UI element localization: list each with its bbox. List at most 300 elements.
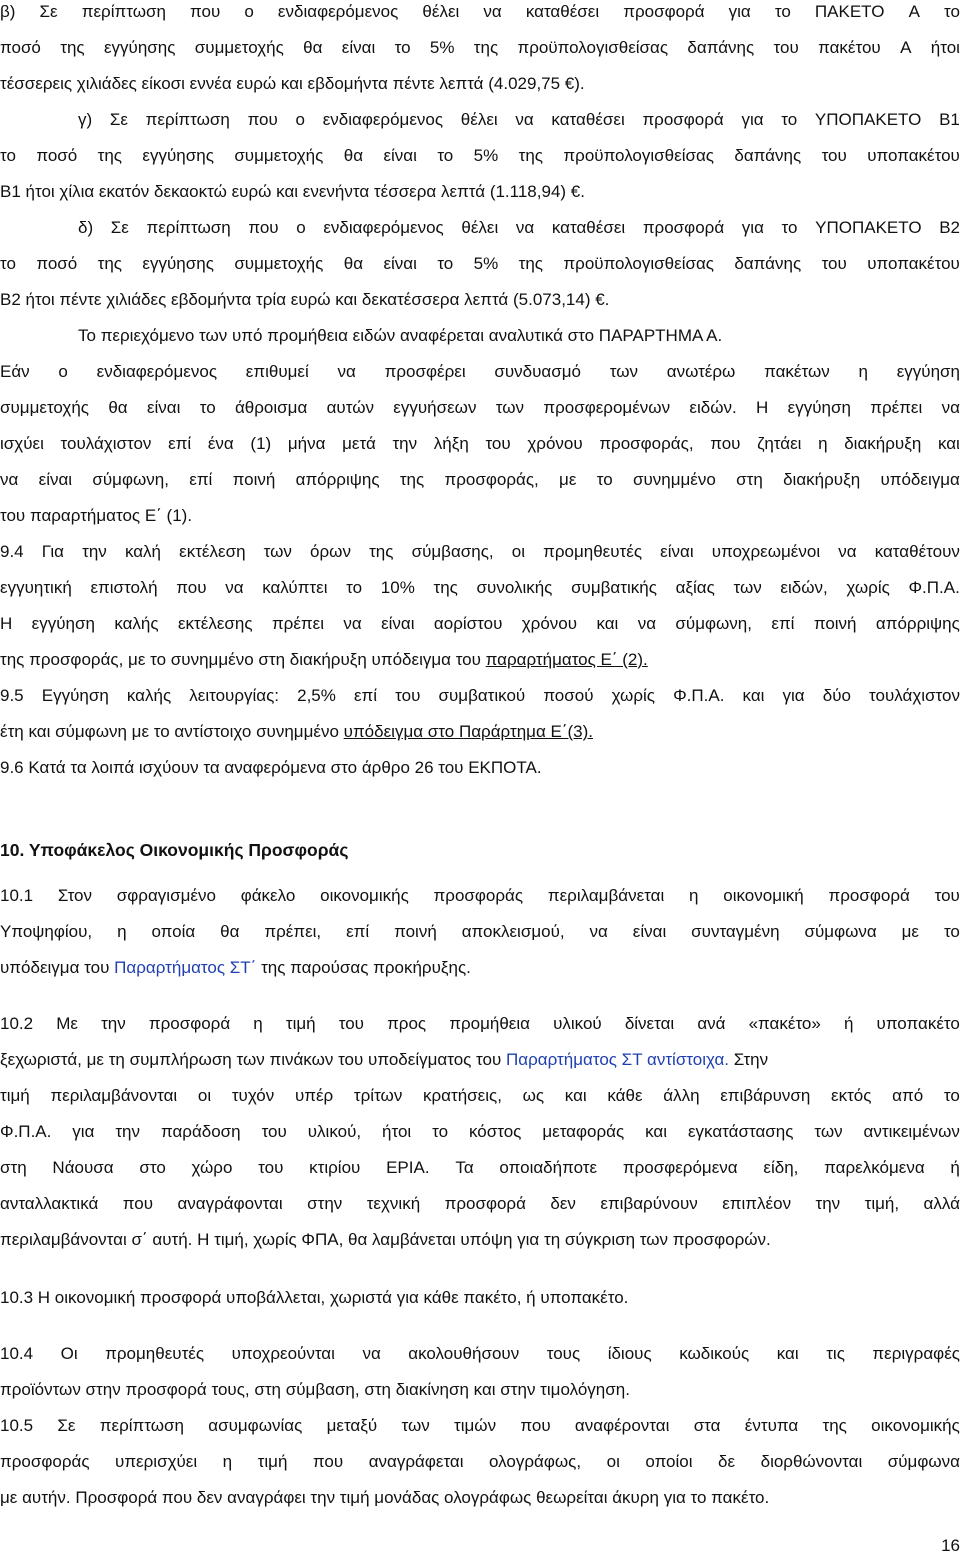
word: δαπάνης [687, 38, 755, 57]
word: ανά [697, 1014, 726, 1033]
word: της [473, 38, 499, 57]
word: το [781, 110, 798, 129]
word: εκτός [831, 1086, 872, 1105]
word: να [343, 614, 362, 633]
word: ή [843, 1014, 854, 1033]
word: προϋπολογισθείσας [517, 38, 669, 57]
word: των [814, 1122, 843, 1141]
word: του [934, 886, 960, 905]
word: οποίοι [645, 1452, 693, 1471]
word: υποπακέτου [867, 146, 960, 165]
word: αορίστου [433, 614, 503, 633]
word: σύμβασης, [411, 542, 494, 561]
word: για [72, 1122, 95, 1141]
section-10-2-line: περιλαμβάνονται σ΄ αυτή. Η τιμή, χωρίς ΦΠΑ, θα λαμβάνεται υπόψη για τη σύγκριση των προσφορών. [0, 1230, 771, 1249]
word: πακέτου [818, 38, 881, 57]
word: Εάν [0, 362, 30, 381]
word: απόρριψης [295, 470, 380, 489]
word: εκτέλεση [179, 542, 246, 561]
word: ίδιους [607, 1344, 652, 1363]
word: υπερισχύει [115, 1452, 198, 1471]
word: η [689, 886, 699, 905]
section-10-2-line [0, 1050, 960, 1072]
word: εγγύηση [787, 398, 851, 417]
section-10-1-line [0, 886, 960, 908]
word: πρέπει, [264, 922, 322, 941]
word: θα [220, 922, 240, 941]
word: στην [307, 1194, 343, 1213]
word: οικονομική [723, 886, 804, 905]
word: λήξη [433, 434, 469, 453]
word: ή [950, 1158, 960, 1177]
word: προσφορά [148, 1014, 231, 1033]
word: είναι [341, 38, 376, 57]
word: του [821, 254, 847, 273]
word: χωρίς [846, 578, 890, 597]
word: Α [908, 2, 920, 21]
word: είναι [38, 470, 73, 489]
word: το [437, 146, 454, 165]
section-9-4-line [0, 650, 960, 672]
word: των [609, 362, 638, 381]
word: σύμφωνη, [675, 614, 752, 633]
word: να [337, 362, 356, 381]
word: αναφέρονται [574, 1416, 670, 1435]
word: τιμή [257, 1452, 288, 1471]
word: να [838, 542, 857, 561]
word: προσφορά [642, 218, 725, 237]
word: περιγραφές [872, 1344, 960, 1363]
word: προσφορά [828, 886, 910, 905]
word: σύμφωνη, [92, 470, 169, 489]
word: υποχρεούνται [231, 1344, 335, 1363]
word: έντυπα [744, 1416, 799, 1435]
word: προσφοράς, [599, 434, 694, 453]
word: προσφορά [623, 2, 705, 21]
word: Τα [455, 1158, 474, 1177]
word: 10.2 [0, 1014, 34, 1033]
word: καλής [114, 614, 159, 633]
word: το [943, 1086, 960, 1105]
word: τουλάχιστον [60, 434, 152, 453]
word: το [774, 2, 791, 21]
word: διορθώνονται [760, 1452, 863, 1471]
word: απόρριψης [875, 614, 960, 633]
word: το [432, 1122, 449, 1141]
word: προσφορά [642, 110, 724, 129]
word: επιθυμεί [245, 362, 309, 381]
word: ειδών, [780, 578, 828, 597]
word: άλλη [663, 1086, 700, 1105]
word: συνδυασμό [494, 362, 581, 381]
word: είναι [381, 614, 415, 633]
word: ενδιαφερόμενος [96, 362, 218, 381]
word: δε [718, 1452, 736, 1471]
word: της [822, 1416, 847, 1435]
section-10-1-line [0, 958, 960, 980]
section-9-4-line [0, 578, 960, 600]
word: ποινή [394, 922, 437, 941]
word: 9.5 [0, 686, 24, 705]
section-9-5-text: έτη και σύμφωνη με το αντίστοιχο συνημμένο [0, 722, 344, 741]
word: ήτοι [930, 38, 960, 57]
word: υλικού [553, 1014, 602, 1033]
word: εγκατάστασης [687, 1122, 794, 1141]
word: 5% [429, 38, 455, 57]
word: να [225, 578, 244, 597]
word: ποινή [232, 470, 276, 489]
word: 5% [473, 254, 499, 273]
word: να [483, 2, 502, 21]
word: περιλαμβάνεται [547, 886, 665, 905]
word: την [115, 1122, 141, 1141]
word: δίνεται [624, 1014, 675, 1033]
word: στα [693, 1416, 721, 1435]
word: καταθέσει [525, 2, 600, 21]
word: υπέρ [294, 1086, 334, 1105]
word: χρόνου [521, 614, 578, 633]
para-b-line [0, 2, 960, 24]
word: 10.1 [0, 886, 34, 905]
word: συμμετοχής [0, 398, 90, 417]
word: οποιαδήποτε [499, 1158, 598, 1177]
word: επί [353, 686, 378, 705]
word: της [369, 542, 394, 561]
section-9-4-text: της προσφοράς, με το συνημμένο στη διακήρυξη υπόδειγμα του [0, 650, 486, 669]
word: συμμετοχής [234, 254, 324, 273]
word: διακήρυξη [783, 470, 861, 489]
word: ολογράφως, [489, 1452, 582, 1471]
word: επί [346, 922, 370, 941]
word: των [733, 578, 762, 597]
word: 10.4 [0, 1344, 34, 1363]
word: υποπακέτο [876, 1014, 960, 1033]
word: οι [606, 1452, 620, 1471]
word: που [248, 218, 279, 237]
word: του [261, 1122, 287, 1141]
word: ήτοι [382, 1122, 412, 1141]
word: αντικειμένων [863, 1122, 960, 1141]
word: ο [58, 362, 68, 381]
word: και [937, 434, 960, 453]
word: επιβάρυνση [720, 1086, 811, 1105]
word: τεχνική [366, 1194, 421, 1213]
word: το [943, 922, 960, 941]
word: της [60, 38, 85, 57]
word: Σε [110, 218, 129, 237]
word: την [101, 1014, 126, 1033]
word: τιμών [454, 1416, 497, 1435]
word: την [82, 542, 107, 561]
word: καταθέσει [551, 218, 626, 237]
word: ανταλλακτικά [0, 1194, 99, 1213]
word: το [0, 254, 16, 273]
word: προσφοράς, [444, 470, 539, 489]
word: το [199, 398, 216, 417]
word: της [399, 470, 425, 489]
word: το [0, 146, 16, 165]
word: θα [343, 146, 364, 165]
word: ενδιαφερόμενος [323, 218, 444, 237]
word: είναι [146, 398, 181, 417]
word: γ) [78, 110, 93, 129]
word: επί [189, 470, 213, 489]
word: κρατήσεις, [423, 1086, 502, 1105]
word: θα [343, 254, 364, 273]
section-10-heading: 10. Υποφάκελος Οικονομικής Προσφοράς [0, 840, 349, 860]
section-9-5-line [0, 686, 960, 708]
word: περιλαμβάνονται [50, 1086, 178, 1105]
word: Β2 [939, 218, 960, 237]
word: στη [736, 470, 763, 489]
para-d-line: Β2 ήτοι πέντε χιλιάδες εβδομήντα τρία ευρώ και δεκατέσσερα λεπτά (5.073,14) €. [0, 290, 610, 309]
word: Για [41, 542, 65, 561]
word: θέλει [460, 110, 498, 129]
word: οι [197, 1086, 212, 1105]
word: η [818, 434, 828, 453]
word: ποσού [543, 686, 594, 705]
word: και [564, 1086, 587, 1105]
word: επί [168, 434, 192, 453]
word: δαπάνης [734, 254, 802, 273]
word: του [395, 686, 421, 705]
word: της [97, 146, 123, 165]
word: θα [108, 398, 128, 417]
word: σφραγισμένο [116, 886, 216, 905]
word: συμβατικού [438, 686, 526, 705]
word: καλή [124, 542, 162, 561]
word: ο [296, 218, 306, 237]
word: σύμφωνα [887, 1452, 960, 1471]
word: Η [756, 398, 769, 417]
word: του [338, 1014, 364, 1033]
word: που [122, 1194, 154, 1213]
word: των [263, 542, 292, 561]
word: για [741, 110, 764, 129]
word: εγγύησης [142, 254, 214, 273]
word: 10.5 [0, 1416, 34, 1435]
word: είδη, [763, 1158, 799, 1177]
word: και [776, 1344, 799, 1363]
para-b-line [0, 38, 960, 60]
word: αποκλεισμού, [461, 922, 565, 941]
word: φάκελο [240, 886, 296, 905]
word: Σε [39, 2, 58, 21]
word: Στον [57, 886, 92, 905]
word: μετά [342, 434, 376, 453]
word: 9.4 [0, 542, 24, 561]
word: λειτουργίας: [189, 686, 280, 705]
word: Β1 [939, 110, 960, 129]
word: της [518, 254, 544, 273]
word: περίπτωση [145, 110, 230, 129]
word: συνολικής [476, 578, 553, 597]
annex-st-link[interactable]: Παραρτήματος ΣΤ΄ [114, 958, 257, 977]
word: μεταξύ [326, 1416, 378, 1435]
word: την [392, 434, 418, 453]
word: κάθε [607, 1086, 643, 1105]
word: επιστολή [90, 578, 158, 597]
word: πακέτων [764, 362, 830, 381]
word: δ) [78, 218, 94, 237]
word: καλύπτει [262, 578, 328, 597]
word: Α [900, 38, 912, 57]
para-c-line [0, 146, 960, 168]
word: εγγύησης [142, 146, 214, 165]
word: η [222, 1452, 233, 1471]
word: συμβατικής [571, 578, 657, 597]
word: ΠΑΚΕΤΟ [814, 2, 885, 21]
section-10-1-line [0, 922, 960, 944]
word: ενδιαφερόμενος [322, 110, 444, 129]
word: του [258, 1158, 284, 1177]
word: να [515, 218, 535, 237]
word: να [941, 398, 960, 417]
word: ακολουθήσουν [408, 1344, 520, 1363]
word: υλικού, [307, 1122, 362, 1141]
word: το [437, 254, 454, 273]
annex-e3-link[interactable]: υπόδειγμα στο Παράρτημα Ε΄(3). [343, 722, 593, 741]
word: θέλει [461, 218, 499, 237]
word: υποχρεωμένοι [711, 542, 821, 561]
word: θα [303, 38, 323, 57]
word: παράδοση [160, 1122, 241, 1141]
word: για [782, 686, 805, 705]
word: ποινή [813, 614, 857, 633]
word: Νάουσα [52, 1158, 114, 1177]
word: χώρο [191, 1158, 233, 1177]
word: η [117, 922, 127, 941]
word: και [742, 686, 765, 705]
word: κόστος [469, 1122, 522, 1141]
word: περίπτωση [146, 218, 231, 237]
word: καταθέσει [551, 110, 625, 129]
section-10-2-line [0, 1158, 960, 1180]
word: πρέπει [870, 398, 923, 417]
word: Σε [109, 110, 128, 129]
word: προμηθευτές [105, 1344, 205, 1363]
para-c-line [78, 110, 960, 132]
word: εγγυητική [0, 578, 72, 597]
word: δεν [550, 1194, 576, 1213]
word: επιπλέον [722, 1194, 792, 1213]
word: περίπτωση [99, 1416, 184, 1435]
word: Εγγύηση [41, 686, 109, 705]
word: σύμφωνα [804, 922, 877, 941]
word: θέλει [422, 2, 460, 21]
word: η [253, 1014, 263, 1033]
section-10-2-text: ξεχωριστά, με τη συμπλήρωση των πινάκων του υποδείγματος του [0, 1050, 507, 1069]
word: αυτών [326, 398, 374, 417]
word: ΕΡΙΑ. [386, 1158, 430, 1177]
annex-e2-link[interactable]: παραρτήματος Ε΄ (2). [485, 650, 648, 669]
combo-para-line: του παραρτήματος Ε΄ (1). [0, 506, 193, 525]
word: που [710, 434, 741, 453]
word: την [815, 1194, 841, 1213]
word: ως [522, 1086, 545, 1105]
word: 10% [380, 578, 415, 597]
word: των [401, 1416, 430, 1435]
section-9-4-line [0, 542, 960, 564]
combo-para-line [0, 470, 960, 492]
word: τιμή [285, 1014, 316, 1033]
word: το [394, 38, 411, 57]
word: κτιρίου [309, 1158, 361, 1177]
word: τιμή, [864, 1194, 900, 1213]
word: οικονομικής [320, 886, 409, 905]
section-10-2-line [0, 1014, 960, 1036]
word: Με [56, 1014, 78, 1033]
word: προσφοράς [0, 1452, 90, 1471]
word: εγγύηση [31, 614, 95, 633]
word: τις [826, 1344, 845, 1363]
word: προϋπολογισθείσας [563, 146, 714, 165]
word: ειδών. [689, 398, 737, 417]
word: του [821, 146, 847, 165]
word: προϋπολογισθείσας [563, 254, 714, 273]
section-10-5-line: με αυτήν. Προσφορά που δεν αναγράφει την τιμή μονάδας ολογράφως θεωρείται άκυρη για το πακέτο. [0, 1488, 770, 1507]
word: επί [771, 614, 795, 633]
word: εγγύησης [103, 38, 176, 57]
word: δαπάνης [734, 146, 802, 165]
word: προσφερομένων [543, 398, 671, 417]
combo-para-line [0, 362, 960, 384]
section-10-1-text: υπόδειγμα του [0, 958, 115, 977]
word: ισχύει [0, 434, 44, 453]
word: ποσό [0, 38, 41, 57]
para-d-line [0, 254, 960, 276]
word: το [944, 2, 960, 21]
word: να [589, 922, 608, 941]
word: διακήρυξη [844, 434, 922, 453]
word: συνταγμένη [691, 922, 780, 941]
word: προσφορά [444, 1194, 526, 1213]
word: 2,5% [297, 686, 336, 705]
word: του [485, 434, 511, 453]
word: ένα [207, 434, 234, 453]
word: το [596, 470, 613, 489]
word: εγγυήσεων [393, 398, 477, 417]
word: Φ.Π.Α. [0, 1122, 52, 1141]
word: Υποψηφίου, [0, 922, 93, 941]
word: Η [0, 614, 13, 633]
word: ασυμφωνίας [208, 1416, 303, 1435]
word: και [596, 614, 619, 633]
word: που [312, 1452, 344, 1471]
word: και [645, 1122, 668, 1141]
word: στη [0, 1158, 27, 1177]
word: όρων [310, 542, 351, 561]
word: προσφοράς [433, 886, 524, 905]
word: 5% [473, 146, 499, 165]
word: είναι [383, 146, 417, 165]
word: κωδικούς [679, 1344, 750, 1363]
word: Σε [57, 1416, 76, 1435]
word: Οι [60, 1344, 78, 1363]
word: β) [0, 2, 16, 21]
annex-st-link[interactable]: Παραρτήματος ΣΤ αντίστοιχα. [506, 1050, 730, 1069]
word: ΥΠΟΠΑΚΕΤΟ [815, 218, 922, 237]
word: ενδιαφερόμενος [277, 2, 399, 21]
word: οικονομικής [871, 1416, 960, 1435]
section-9-4-line [0, 614, 960, 636]
word: επιβαρύνουν [600, 1194, 698, 1213]
section-9-5-line [0, 722, 960, 744]
section-10-2-line [0, 1194, 960, 1216]
word: προσφέρει [384, 362, 466, 381]
word: που [247, 110, 278, 129]
word: καλής [126, 686, 172, 705]
